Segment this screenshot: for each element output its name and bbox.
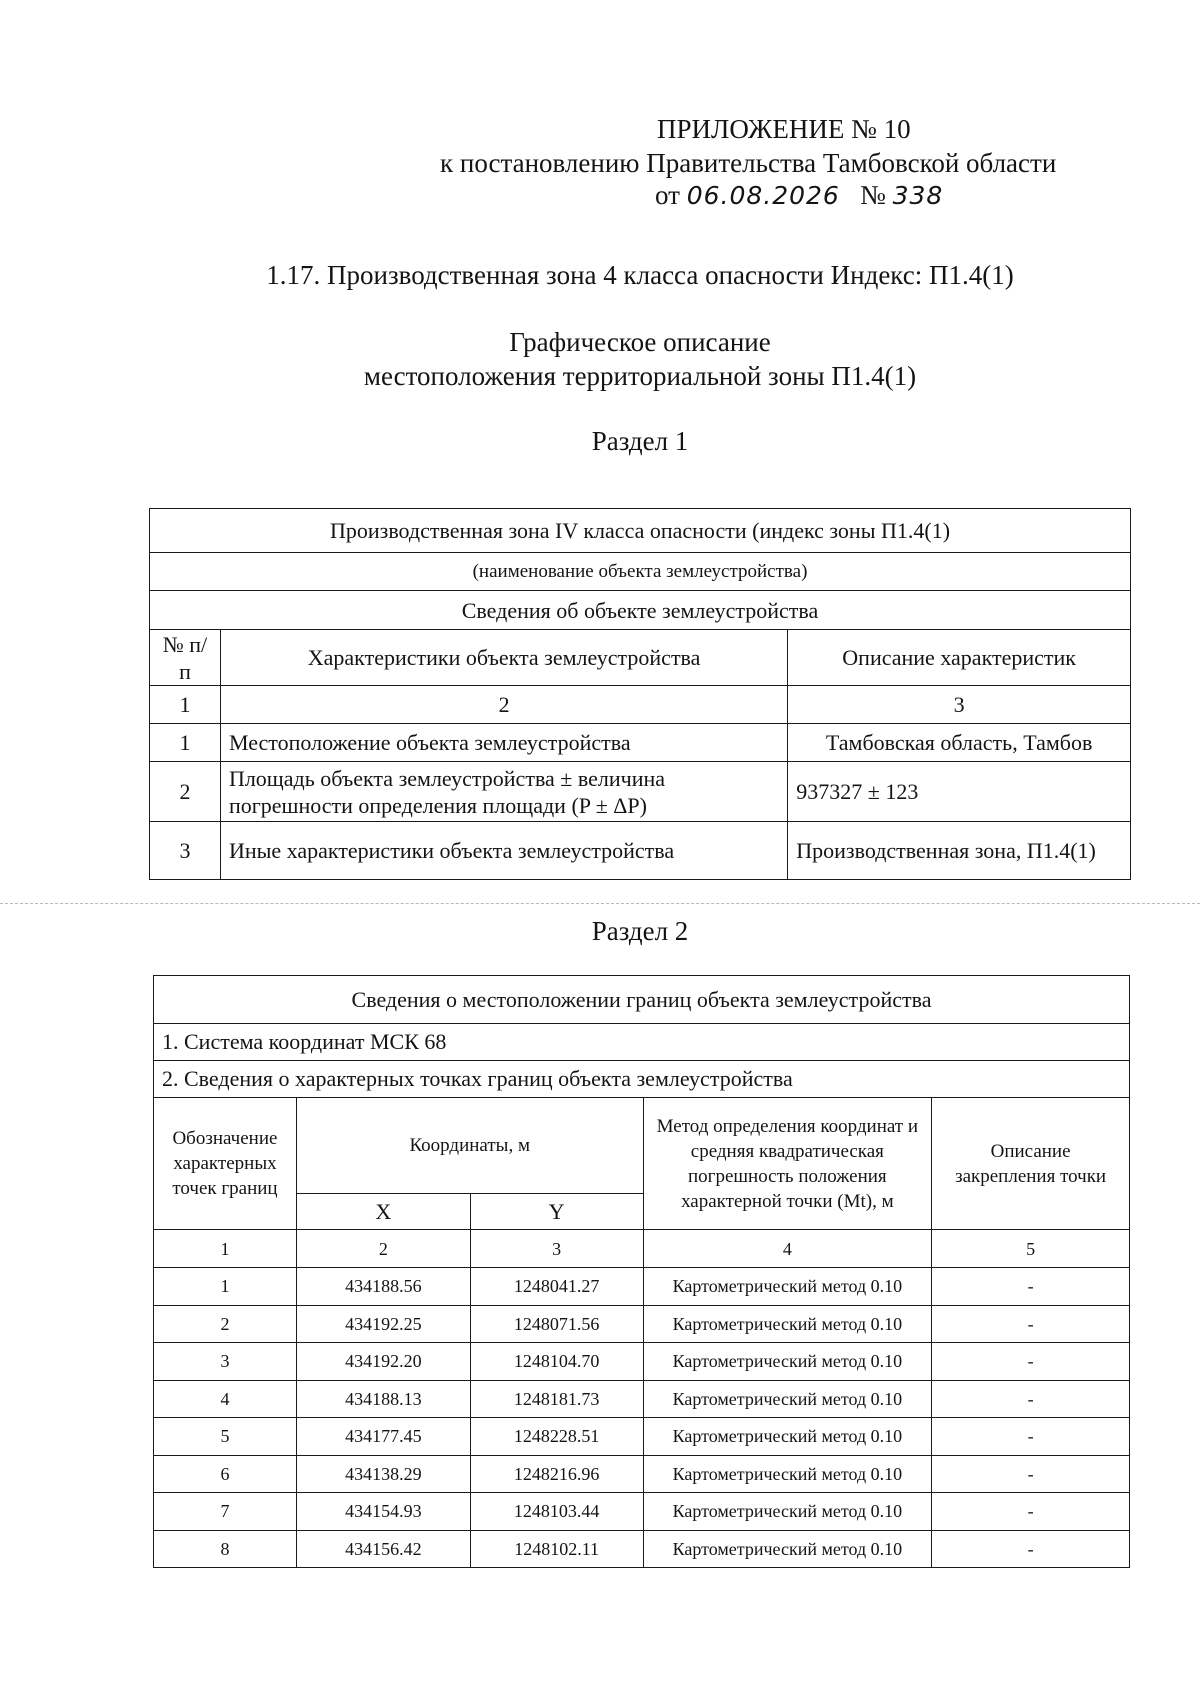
row-number: 3 [150, 822, 221, 880]
point-y: 1248102.11 [470, 1530, 643, 1568]
date-prefix: от [655, 180, 680, 210]
col-index-1: 1 [154, 1230, 297, 1268]
appendix-title: ПРИЛОЖЕНИЕ № 10 [657, 114, 911, 144]
object-caption-cell: (наименование объекта землеустройства) [150, 553, 1131, 591]
col-y-header: Y [470, 1194, 643, 1230]
point-fix: - [932, 1418, 1130, 1456]
table-row [150, 724, 1131, 762]
col-x-header: X [296, 1194, 470, 1230]
point-method: Картометрический метод 0.10 [643, 1380, 932, 1418]
table-row [154, 1305, 1130, 1343]
row-characteristic: Местоположение объекта землеустройства [220, 724, 787, 762]
point-id: 2 [154, 1305, 297, 1343]
col-point-header: Обозначение характерных точек границ [154, 1098, 297, 1230]
col-index-1: 1 [150, 686, 221, 724]
point-x: 434177.45 [296, 1418, 470, 1456]
row-number: 2 [150, 762, 221, 822]
col-description-header: Описание характеристик [788, 630, 1131, 686]
point-id: 7 [154, 1493, 297, 1531]
point-y: 1248104.70 [470, 1343, 643, 1381]
point-y: 1248071.56 [470, 1305, 643, 1343]
point-x: 434156.42 [296, 1530, 470, 1568]
boundary-points-table [153, 975, 1130, 1568]
table-row [154, 1380, 1130, 1418]
zone-title: 1.17. Производственная зона 4 класса опасности Индекс: П1.4(1) [266, 260, 1014, 290]
number-prefix: № [860, 180, 886, 210]
col-index-2: 2 [220, 686, 787, 724]
col-number-header: № п/п [150, 630, 221, 686]
table-row [154, 1268, 1130, 1306]
point-method: Картометрический метод 0.10 [643, 1343, 932, 1381]
col-index-2: 2 [296, 1230, 470, 1268]
object-info-table [149, 508, 1131, 880]
point-method: Картометрический метод 0.10 [643, 1493, 932, 1531]
table-row [154, 1418, 1130, 1456]
col-index-3: 3 [470, 1230, 643, 1268]
boundaries-title-cell: Сведения о местоположении границ объекта землеустройства [154, 976, 1130, 1024]
point-fix: - [932, 1530, 1130, 1568]
col-fix-header: Описание закрепления точки [932, 1098, 1130, 1230]
description-title-line-1: Графическое описание [509, 327, 771, 357]
row-description: 937327 ± 123 [788, 762, 1131, 822]
point-method: Картометрический метод 0.10 [643, 1418, 932, 1456]
col-index-4: 4 [643, 1230, 932, 1268]
point-y: 1248103.44 [470, 1493, 643, 1531]
col-index-5: 5 [932, 1230, 1130, 1268]
col-coords-header: Координаты, м [296, 1098, 643, 1194]
table-row [150, 762, 1131, 822]
table-row [154, 1343, 1130, 1381]
handwritten-number: 338 [892, 181, 944, 210]
point-fix: - [932, 1493, 1130, 1531]
point-method: Картометрический метод 0.10 [643, 1268, 932, 1306]
point-id: 3 [154, 1343, 297, 1381]
point-x: 434188.13 [296, 1380, 470, 1418]
row-characteristic: Площадь объекта землеустройства ± величина погрешности определения площади (P ± ΔP) [220, 762, 787, 822]
table-row [154, 1493, 1130, 1531]
point-method: Картометрический метод 0.10 [643, 1305, 932, 1343]
point-id: 5 [154, 1418, 297, 1456]
table-row [154, 1455, 1130, 1493]
row-description: Производственная зона, П1.4(1) [788, 822, 1131, 880]
col-characteristic-header: Характеристики объекта землеустройства [220, 630, 787, 686]
object-name-cell: Производственная зона IV класса опасности (индекс зоны П1.4(1) [150, 509, 1131, 553]
point-y: 1248041.27 [470, 1268, 643, 1306]
handwritten-date: 06.08.2026 [686, 181, 840, 210]
point-x: 434192.25 [296, 1305, 470, 1343]
table-row [154, 1530, 1130, 1568]
point-id: 8 [154, 1530, 297, 1568]
point-fix: - [932, 1343, 1130, 1381]
row-description: Тамбовская область, Тамбов [788, 724, 1131, 762]
point-x: 434154.93 [296, 1493, 470, 1531]
points-header-cell: 2. Сведения о характерных точках границ объекта землеустройства [154, 1061, 1130, 1098]
row-characteristic: Иные характеристики объекта землеустройства [220, 822, 787, 880]
resolution-date-line [655, 178, 943, 213]
col-index-3: 3 [788, 686, 1131, 724]
description-title-line-2: местоположения территориальной зоны П1.4(1) [363, 361, 917, 391]
point-fix: - [932, 1268, 1130, 1306]
scan-fold-line [0, 903, 1200, 904]
col-method-header: Метод определения координат и средняя квадратическая погрешность положения характерной точки (Mt), м [643, 1098, 932, 1230]
row-number: 1 [150, 724, 221, 762]
point-fix: - [932, 1380, 1130, 1418]
point-y: 1248181.73 [470, 1380, 643, 1418]
point-fix: - [932, 1455, 1130, 1493]
point-id: 6 [154, 1455, 297, 1493]
info-header-cell: Сведения об объекте землеустройства [150, 591, 1131, 630]
section-2-title: Раздел 2 [591, 916, 689, 946]
coord-system-cell: 1. Система координат МСК 68 [154, 1024, 1130, 1061]
point-fix: - [932, 1305, 1130, 1343]
point-method: Картометрический метод 0.10 [643, 1455, 932, 1493]
table-row [150, 822, 1131, 880]
point-id: 4 [154, 1380, 297, 1418]
point-id: 1 [154, 1268, 297, 1306]
point-x: 434188.56 [296, 1268, 470, 1306]
point-y: 1248228.51 [470, 1418, 643, 1456]
resolution-reference: к постановлению Правительства Тамбовской области [440, 148, 1057, 178]
point-y: 1248216.96 [470, 1455, 643, 1493]
point-method: Картометрический метод 0.10 [643, 1530, 932, 1568]
section-1-title: Раздел 1 [591, 426, 689, 456]
point-x: 434192.20 [296, 1343, 470, 1381]
point-x: 434138.29 [296, 1455, 470, 1493]
